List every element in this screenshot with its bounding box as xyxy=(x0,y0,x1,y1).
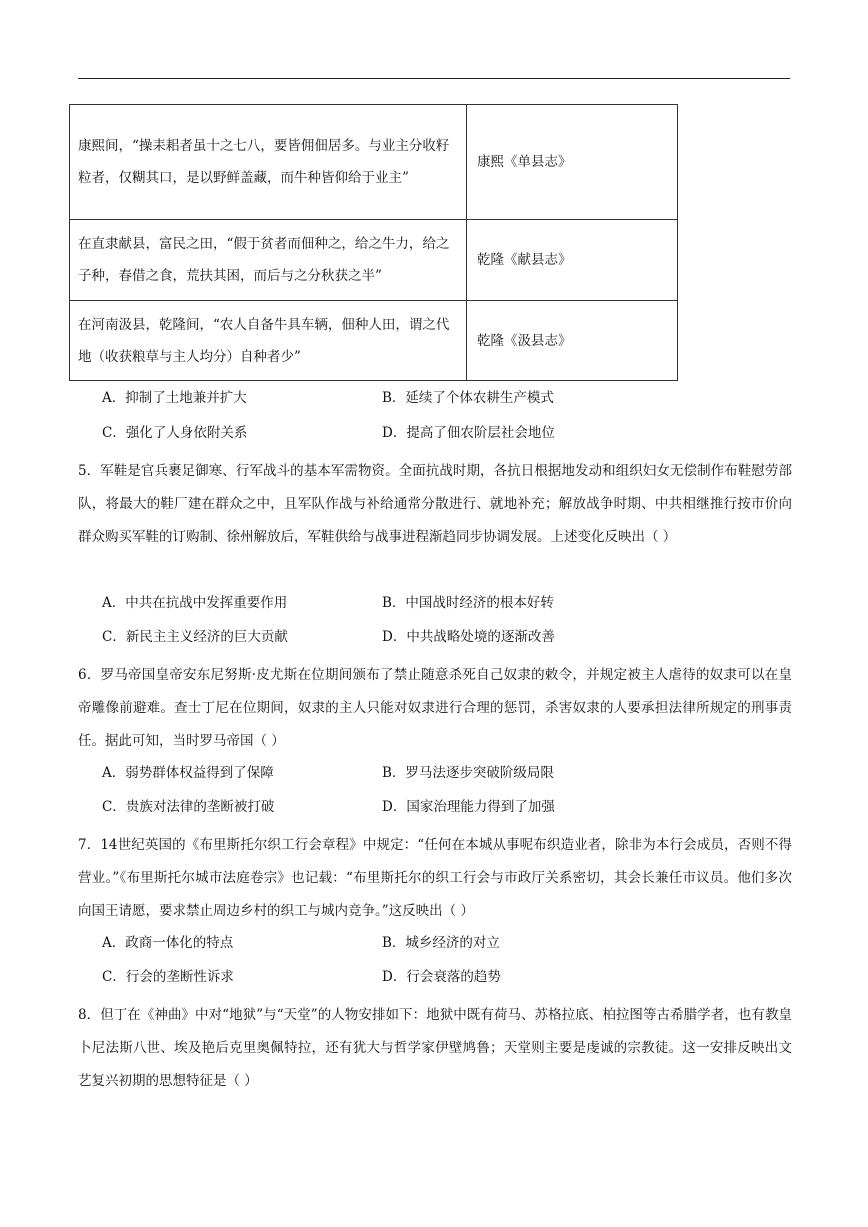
source-table xyxy=(69,104,678,381)
q5-stem: 5．军鞋是官兵裹足御寒、行军战斗的基本军需物资。全面抗战时期，各抗日根据地发动和组织妇女无偿制作布鞋慰劳部队，将最大的鞋厂建在群众之中，且军队作战与补给通常分散进行、就地补充；解放战争时期、中共相继推行按市价向群众购买军鞋的订购制、徐州解放后，军鞋供给与战事进程渐趋同步协调发展。上述变化反映出（ ） xyxy=(78,463,792,545)
q6-option-c[interactable]: C．贵族对法律的垄断被打破 xyxy=(102,799,275,815)
q4-option-a[interactable]: A．抑制了土地兼并扩大 xyxy=(102,390,247,406)
q5-option-a[interactable]: A．中共在抗战中发挥重要作用 xyxy=(102,595,288,611)
table-source-cell: 乾隆《汲县志》 xyxy=(467,301,678,381)
q7-option-d[interactable]: D．行会衰落的趋势 xyxy=(382,969,501,985)
q4-option-d[interactable]: D．提高了佃农阶层社会地位 xyxy=(382,425,555,441)
table-quote-cell: 在直隶献县，富民之田，“假于贫者而佃种之，给之牛力，给之子种，春借之食，荒扶其困，而后与之分秋获之半” xyxy=(70,220,467,301)
header-rule xyxy=(78,78,790,79)
table-source-cell: 康熙《单县志》 xyxy=(467,105,678,220)
q7-option-a[interactable]: A．政商一体化的特点 xyxy=(102,935,234,951)
q7-option-b[interactable]: B．城乡经济的对立 xyxy=(382,935,500,951)
q5-option-c[interactable]: C．新民主主义经济的巨大贡献 xyxy=(102,629,288,645)
table-quote-cell: 在河南汲县，乾隆间，“农人自备牛具车辆，佃种人田，谓之代地（收获粮草与主人均分）自种者少” xyxy=(70,301,467,381)
q7-stem: 7．14世纪英国的《布里斯托尔织工行会章程》中规定：“任何在本城从事呢布织造业者，除非为本行会成员，否则不得营业。”《布里斯托尔城市法庭卷宗》也记载：“布里斯托尔的织工行会与市政厅关系密切，其会长兼任市议员。他们多次向国王请愿，要求禁止周边乡村的织工与城内竞争。”这反映出（ ） xyxy=(78,837,792,919)
q6-option-a[interactable]: A．弱势群体权益得到了保障 xyxy=(102,765,274,781)
table-row xyxy=(70,220,678,301)
q5-option-d[interactable]: D．中共战略处境的逐渐改善 xyxy=(382,629,555,645)
q6-option-d[interactable]: D．国家治理能力得到了加强 xyxy=(382,799,555,815)
q4-option-b[interactable]: B．延续了个体农耕生产模式 xyxy=(382,390,554,406)
q5-option-b[interactable]: B．中国战时经济的根本好转 xyxy=(382,595,554,611)
q4-option-c[interactable]: C．强化了人身依附关系 xyxy=(102,425,248,441)
table-quote-cell: 康熙间，“操耒耜者虽十之七八，要皆佣佃居多。与业主分收籽粒者，仅糊其口，是以野鲜盖藏，而牛种皆仰给于业主” xyxy=(70,105,467,220)
q8-stem: 8．但丁在《神曲》中对“地狱”与“天堂”的人物安排如下：地狱中既有荷马、苏格拉底、柏拉图等古希腊学者，也有教皇卜尼法斯八世、埃及艳后克里奥佩特拉，还有犹大与哲学家伊壁鸠鲁；天堂则主要是虔诚的宗教徒。这一安排反映出文艺复兴初期的思想特征是（ ） xyxy=(78,1007,792,1089)
q6-option-b[interactable]: B．罗马法逐步突破阶级局限 xyxy=(382,765,554,781)
table-row xyxy=(70,105,678,220)
q7-option-c[interactable]: C．行会的垄断性诉求 xyxy=(102,969,234,985)
table-row xyxy=(70,301,678,381)
q6-stem: 6．罗马帝国皇帝安东尼努斯·皮尤斯在位期间颁布了禁止随意杀死自己奴隶的敕令，并规定被主人虐待的奴隶可以在皇帝雕像前避难。查士丁尼在位期间，奴隶的主人只能对奴隶进行合理的惩罚，杀害奴隶的人要承担法律所规定的刑事责任。据此可知，当时罗马帝国（ ） xyxy=(78,667,792,749)
table-source-cell: 乾隆《献县志》 xyxy=(467,220,678,301)
